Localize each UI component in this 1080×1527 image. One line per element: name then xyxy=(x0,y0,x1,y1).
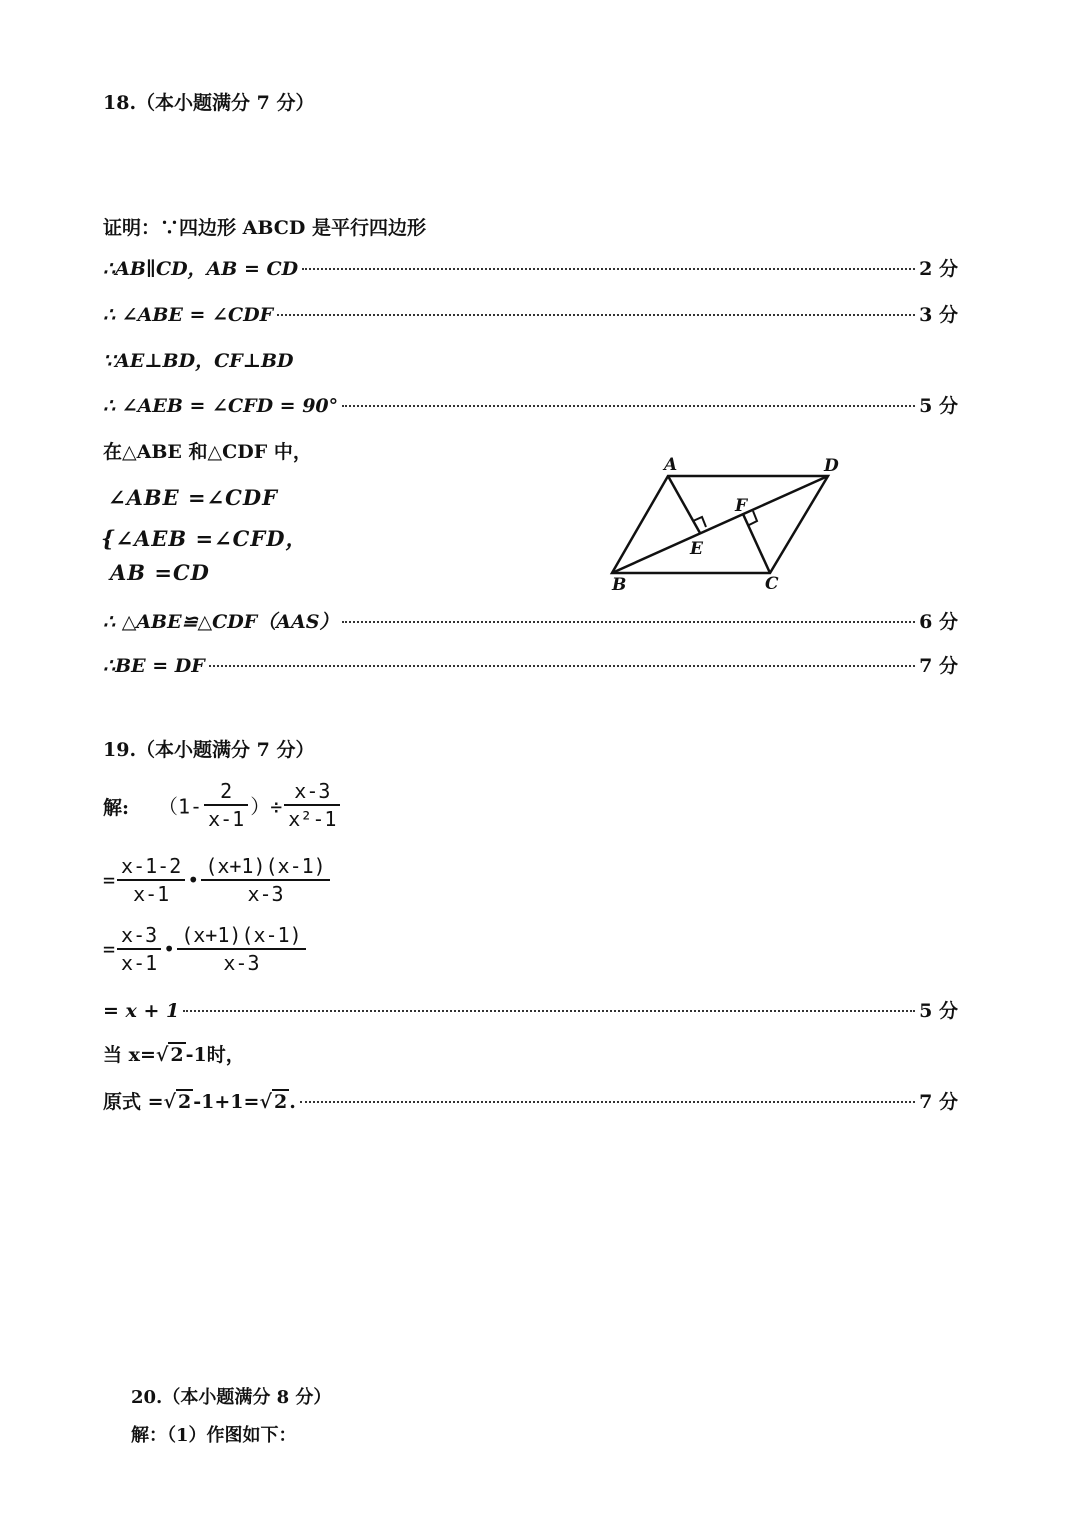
q19-step3 xyxy=(103,996,958,1023)
leader-dots xyxy=(342,621,915,623)
q18-proof-line8 xyxy=(103,651,958,678)
fraction-1: $\frac{2}{x-1}$ xyxy=(204,778,248,832)
right-angle-mark-f xyxy=(749,511,757,525)
q18-line2-points: 2 分 xyxy=(919,258,958,280)
q18-heading: 18.（本小题满分 7 分） xyxy=(103,92,315,114)
q19-solve-label: 解: xyxy=(103,797,130,819)
leader-dots xyxy=(342,405,915,407)
q20-heading: 20.（本小题满分 8 分） xyxy=(131,1387,332,1408)
q19-when-line: 当 x=√ 2 -1时， xyxy=(103,1044,245,1066)
q18-line3-text: ∴ ∠ABE = ∠CDF xyxy=(103,304,274,326)
segment-cf xyxy=(743,514,770,573)
q19-heading: 19.（本小题满分 7 分） xyxy=(103,739,315,761)
label-e: E xyxy=(690,539,703,559)
label-b: B xyxy=(612,575,627,595)
segment-ae xyxy=(668,476,700,533)
q18-line8-text: ∴BE = DF xyxy=(103,655,205,677)
leader-dots xyxy=(300,1101,915,1103)
q18-proof-line4: ∵AE⊥BD，CF⊥BD xyxy=(103,350,294,372)
q18-proof-line1: 证明：∵四边形 ABCD 是平行四边形 xyxy=(103,217,426,239)
leader-dots xyxy=(277,314,915,316)
q18-proof-line6: 在△ABE 和△CDF 中， xyxy=(103,441,312,463)
step1-fraction-2: $\frac{(x+1)(x-1)}{x-3}$ xyxy=(201,853,329,907)
expr-close-divide: ）÷ xyxy=(250,794,283,819)
step1-fraction-1: $\frac{x-1-2}{x-1}$ xyxy=(117,853,185,907)
q18-line2-text: ∴AB∥CD，AB = CD xyxy=(103,258,299,280)
q18-system-line3: AB =CD xyxy=(110,560,210,585)
q18-line5-points: 5 分 xyxy=(919,395,958,417)
q18-proof-line5 xyxy=(103,391,958,418)
step2-fraction-1: $\frac{x-3}{x-1}$ xyxy=(117,922,161,976)
step2-fraction-2: $\frac{(x+1)(x-1)}{x-3}$ xyxy=(177,922,305,976)
q19-step1: = $\frac{x-1-2}{x-1}$ • $\frac{(x+1)(x-1)}{x-3}$ xyxy=(103,853,332,907)
diagonal-bd xyxy=(612,476,828,573)
sqrt-icon: √ xyxy=(155,1044,169,1066)
q18-proof-line7 xyxy=(103,607,958,634)
q18-line7-points: 6 分 xyxy=(919,611,958,633)
q18-line7-text: ∴ △ABE≌△CDF（AAS） xyxy=(103,611,339,633)
q18-proof-line2 xyxy=(103,254,958,281)
label-f: F xyxy=(735,496,748,516)
q19-step2: = $\frac{x-3}{x-1}$ • $\frac{(x+1)(x-1)}{x-3}$ xyxy=(103,922,308,976)
label-d: D xyxy=(824,456,839,476)
leader-dots xyxy=(209,665,915,667)
label-a: A xyxy=(664,455,678,475)
sqrt-icon: √ xyxy=(163,1091,177,1113)
leader-dots xyxy=(302,268,915,270)
fraction-2: $\frac{x-3}{\text{x²-1}}$ xyxy=(284,778,340,832)
q18-line5-text: ∴ ∠AEB = ∠CFD = 90° xyxy=(103,395,339,417)
q19-result-points: 7 分 xyxy=(919,1091,958,1113)
q19-step3-points: 5 分 xyxy=(919,1000,958,1022)
q18-proof-line3 xyxy=(103,300,958,327)
q18-line3-points: 3 分 xyxy=(919,304,958,326)
q18-line8-points: 7 分 xyxy=(919,655,958,677)
q20-solve-line: 解：（1）作图如下： xyxy=(131,1425,297,1446)
label-c: C xyxy=(765,574,779,594)
q18-system-line1: ∠ABE =∠CDF xyxy=(108,485,278,510)
q19-step3-text: = x + 1 xyxy=(103,1000,180,1022)
sqrt-icon: √ xyxy=(259,1091,272,1113)
q19-result-line: 原式 =√ 2 -1+1=√ 2 . 7 分 xyxy=(103,1087,958,1114)
expr-open: （1- xyxy=(158,794,203,819)
leader-dots xyxy=(183,1010,915,1012)
q18-system-line2: {∠AEB =∠CFD， xyxy=(101,526,308,551)
parallelogram-figure xyxy=(600,450,860,595)
q19-expression xyxy=(158,778,342,832)
